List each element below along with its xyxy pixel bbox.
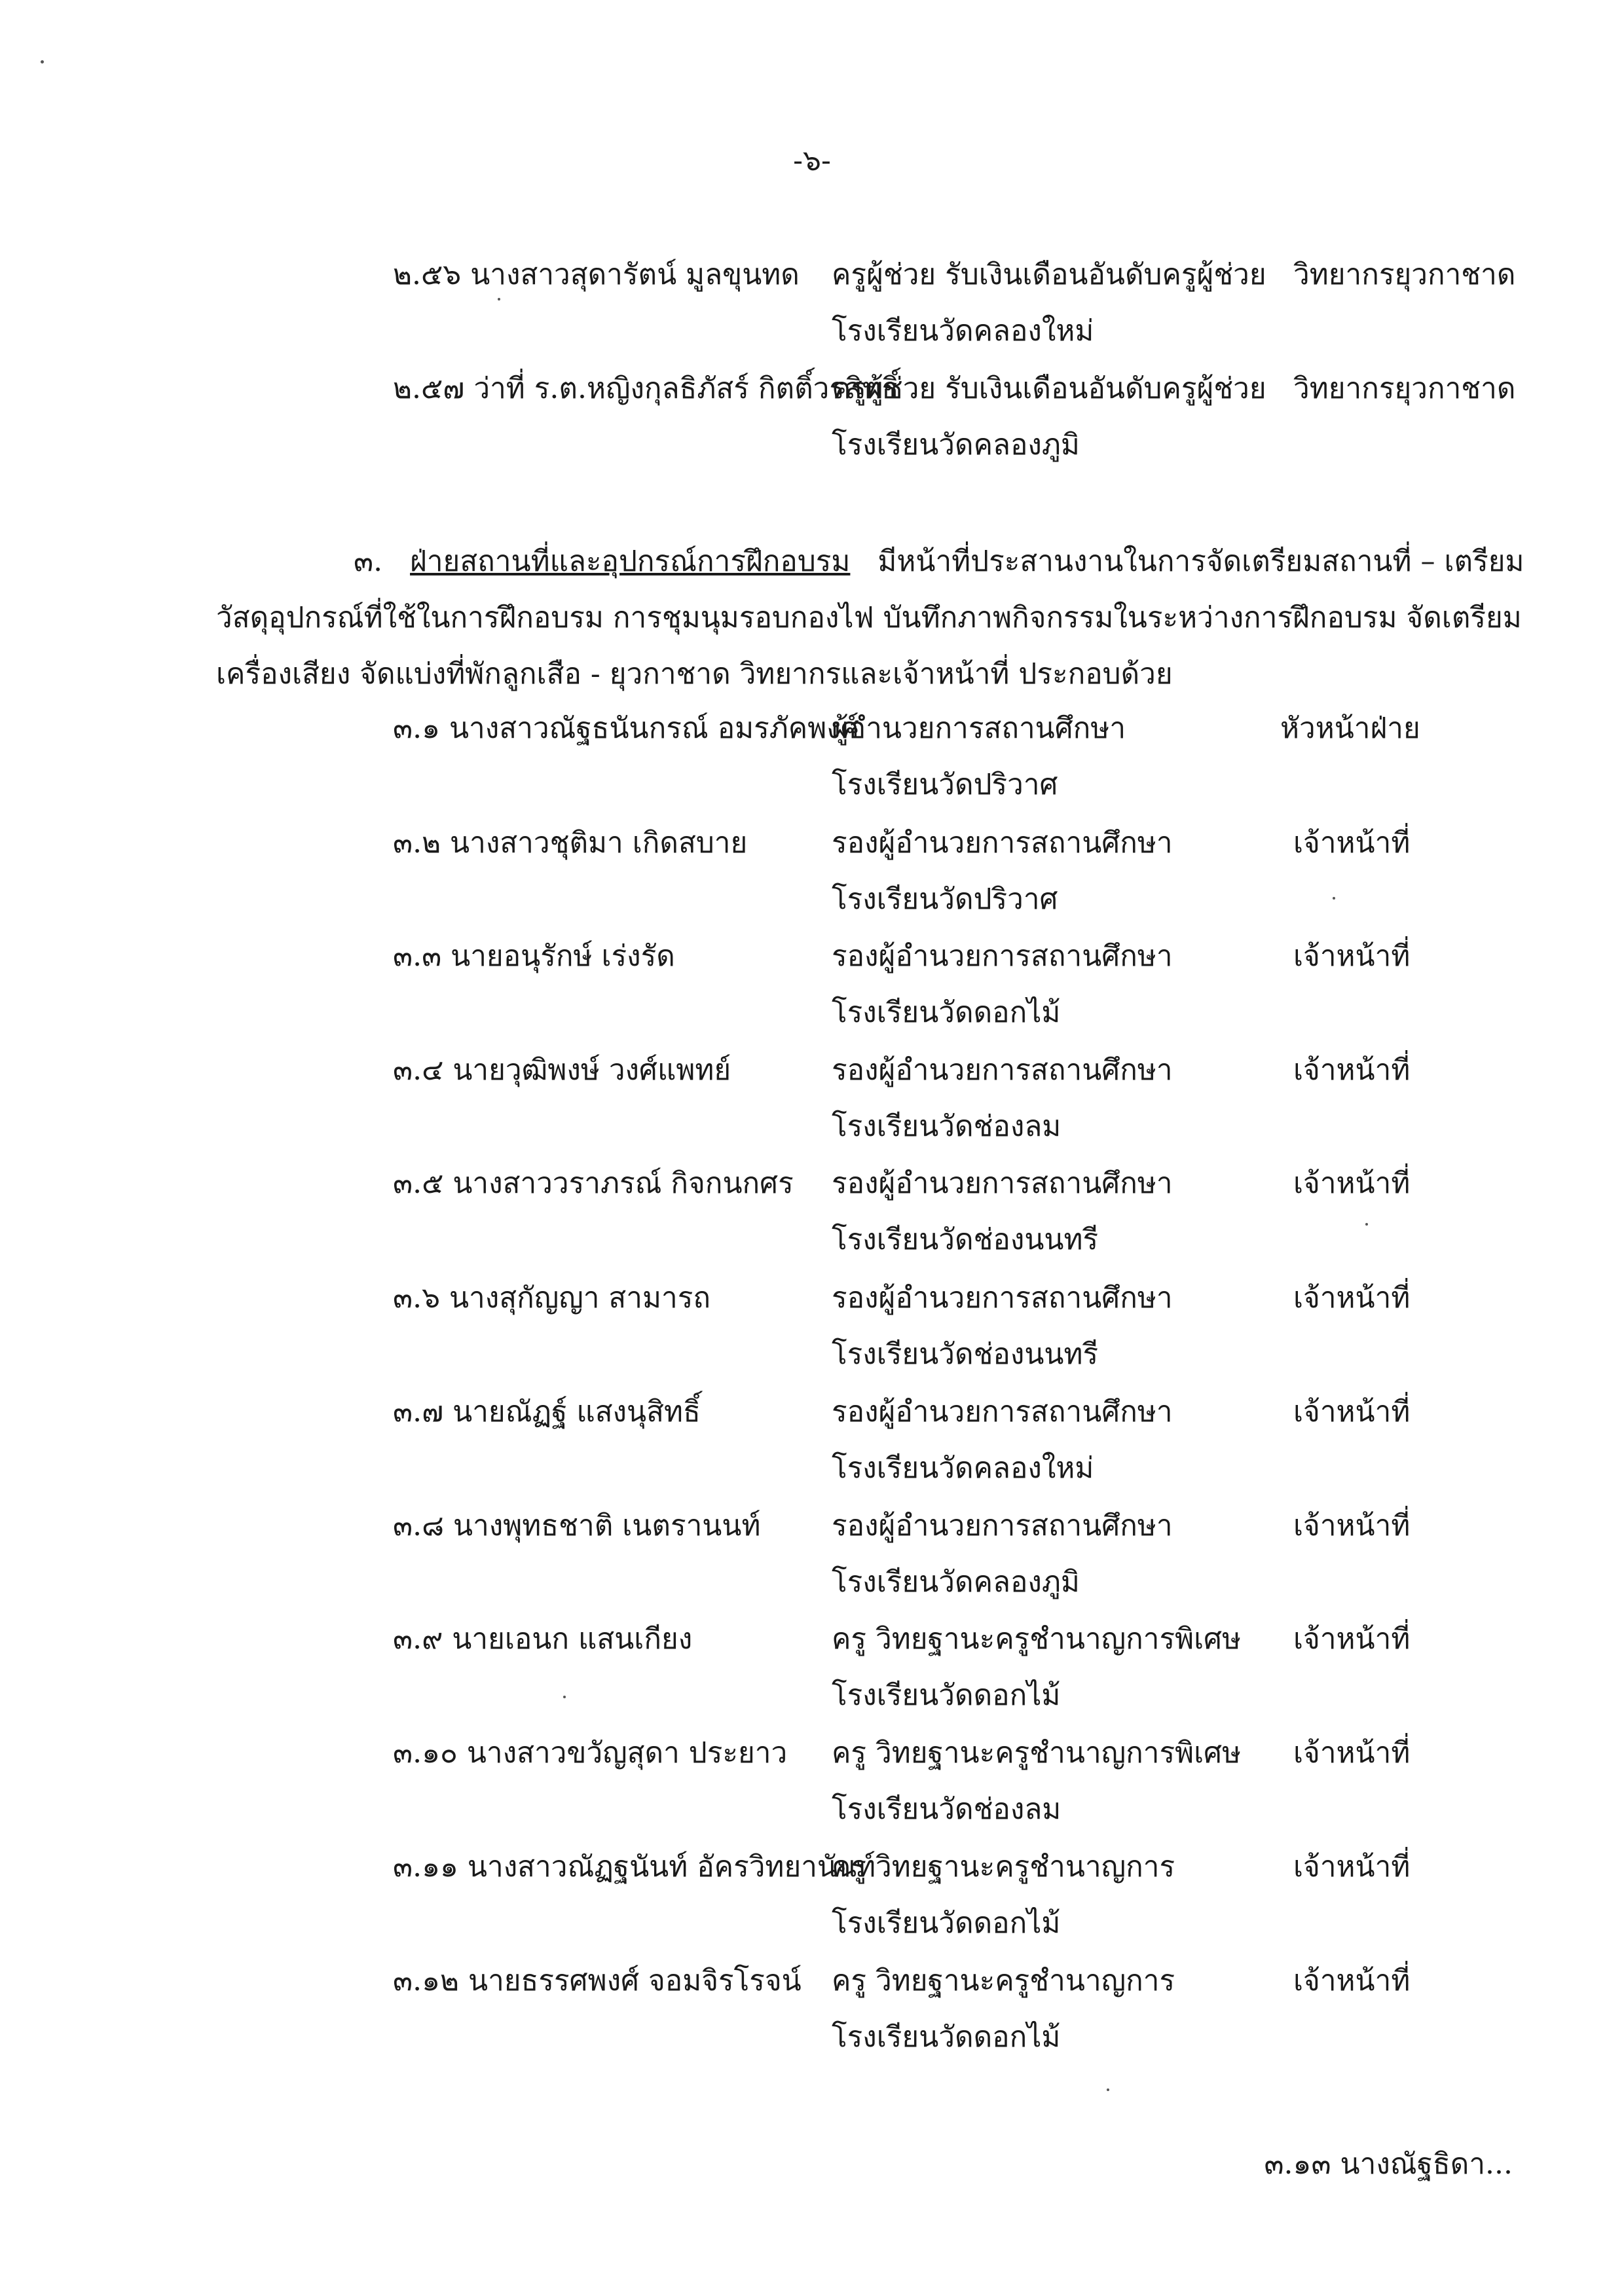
entry-school: โรงเรียนวัดช่องนนทรี — [832, 1338, 1099, 1371]
entry-num-name: ๓.๗ นายณัฏฐ์ แสงนุสิทธิ์ — [393, 1395, 701, 1429]
entry-position: รองผู้อำนวยการสถานศึกษา — [832, 826, 1173, 860]
section-line-1-text: มีหน้าที่ประสานงานในการจัดเตรียมสถานที่ – เตรียม — [877, 545, 1524, 578]
entry-role: เจ้าหน้าที่ — [1293, 1395, 1411, 1429]
entry-school: โรงเรียนวัดดอกไม้ — [832, 996, 1061, 1029]
entry-position: รองผู้อำนวยการสถานศึกษา — [832, 1509, 1173, 1542]
entry-position: ผู้อำนวยการสถานศึกษา — [832, 712, 1126, 745]
scan-speck — [1107, 2088, 1109, 2091]
entry-role: หัวหน้าฝ่าย — [1280, 712, 1420, 745]
entry-num-name: ๓.๖ นางสุกัญญา สามารถ — [393, 1281, 710, 1315]
entry-role: เจ้าหน้าที่ — [1293, 1622, 1411, 1656]
entry-role: เจ้าหน้าที่ — [1293, 1509, 1411, 1542]
entry-role: เจ้าหน้าที่ — [1293, 1281, 1411, 1315]
entry-position: ครูผู้ช่วย รับเงินเดือนอันดับครูผู้ช่วย — [832, 372, 1266, 405]
entry-school: โรงเรียนวัดดอกไม้ — [832, 1679, 1061, 1712]
entry-role: เจ้าหน้าที่ — [1293, 1053, 1411, 1087]
entry-position: รองผู้อำนวยการสถานศึกษา — [832, 1395, 1173, 1429]
entry-school: โรงเรียนวัดคลองภูมิ — [832, 428, 1080, 462]
entry-role: เจ้าหน้าที่ — [1293, 1736, 1411, 1770]
entry-school: โรงเรียนวัดปริวาศ — [832, 883, 1058, 916]
entry-position: รองผู้อำนวยการสถานศึกษา — [832, 1281, 1173, 1315]
entry-num-name: ๓.๓ นายอนุรักษ์ เร่งรัด — [393, 939, 675, 973]
entry-num-name: ๓.๑๐ นางสาวขวัญสุดา ประยาว — [393, 1736, 788, 1770]
entry-school: โรงเรียนวัดคลองภูมิ — [832, 1565, 1080, 1599]
entry-position: ครูผู้ช่วย รับเงินเดือนอันดับครูผู้ช่วย — [832, 258, 1266, 291]
entry-role: วิทยากรยุวกาชาด — [1293, 258, 1516, 291]
continuation-note: ๓.๑๓ นางณัฐธิดา... — [1264, 2147, 1513, 2181]
entry-position: ครู วิทยฐานะครูชำนาญการ — [832, 1850, 1175, 1884]
section-3-paragraph — [216, 534, 1524, 702]
section-heading: ฝ่ายสถานที่และอุปกรณ์การฝึกอบรม — [410, 545, 851, 578]
entry-role: เจ้าหน้าที่ — [1293, 826, 1411, 860]
entry-role: เจ้าหน้าที่ — [1293, 1850, 1411, 1884]
entry-num-name: ๓.๑ นางสาวณัฐธนันกรณ์ อมรภัคพงศ์ — [393, 712, 859, 745]
entry-position: รองผู้อำนวยการสถานศึกษา — [832, 939, 1173, 973]
entry-school: โรงเรียนวัดช่องลม — [832, 1110, 1061, 1143]
section-3-line-3: เครื่องเสียง จัดแบ่งที่พักลูกเสือ - ยุวกาชาด วิทยากรและเจ้าหน้าที่ ประกอบด้วย — [216, 657, 1173, 691]
entry-school: โรงเรียนวัดดอกไม้ — [832, 2020, 1061, 2054]
scan-speck — [1333, 897, 1335, 900]
entry-num-name: ๓.๘ นางพุทธชาติ เนตรานนท์ — [393, 1509, 761, 1542]
scan-speck — [563, 1696, 566, 1698]
scan-speck — [1365, 1223, 1368, 1226]
entry-position: รองผู้อำนวยการสถานศึกษา — [832, 1167, 1173, 1200]
entry-num-name: ๓.๙ นายเอนก แสนเกียง — [393, 1622, 693, 1656]
entry-role: วิทยากรยุวกาชาด — [1293, 372, 1516, 405]
scan-speck — [41, 60, 44, 64]
entry-school: โรงเรียนวัดช่องนนทรี — [832, 1223, 1099, 1256]
entry-role: เจ้าหน้าที่ — [1293, 939, 1411, 973]
entry-num-name: ๒.๕๖ นางสาวสุดารัตน์ มูลขุนทด — [393, 258, 800, 291]
entry-position: รองผู้อำนวยการสถานศึกษา — [832, 1053, 1173, 1087]
entry-role: เจ้าหน้าที่ — [1293, 1964, 1411, 1997]
section-3-line-1 — [216, 534, 1524, 590]
entry-role: เจ้าหน้าที่ — [1293, 1167, 1411, 1200]
entry-position: ครู วิทยฐานะครูชำนาญการพิเศษ — [832, 1622, 1242, 1656]
scan-speck — [498, 298, 500, 301]
entry-position: ครู วิทยฐานะครูชำนาญการ — [832, 1964, 1175, 1997]
entry-num-name: ๓.๒ นางสาวชุติมา เกิดสบาย — [393, 826, 748, 860]
entry-num-name: ๓.๑๒ นายธรรศพงศ์ จอมจิรโรจน์ — [393, 1964, 802, 1997]
entry-school: โรงเรียนวัดช่องลม — [832, 1793, 1061, 1826]
section-number: ๓. — [354, 545, 383, 578]
entry-num-name: ๓.๕ นางสาววราภรณ์ กิจกนกศร — [393, 1167, 794, 1200]
section-3-line-2: วัสดุอุปกรณ์ที่ใช้ในการฝึกอบรม การชุมนุมรอบกองไฟ บันทึกภาพกิจกรรมในระหว่างการฝึกอบรม จัดเตรียม — [216, 601, 1522, 634]
entry-school: โรงเรียนวัดปริวาศ — [832, 768, 1058, 801]
entry-num-name: ๒.๕๗ ว่าที่ ร.ต.หญิงกุลธิภัสร์ กิตติ์วรสิทธิ์ — [393, 372, 899, 405]
entry-school: โรงเรียนวัดคลองใหม่ — [832, 314, 1094, 348]
entry-num-name: ๓.๔ นายวุฒิพงษ์ วงศ์แพทย์ — [393, 1053, 731, 1087]
entry-num-name: ๓.๑๑ นางสาวณัฏฐนันท์ อัครวิทยานันท์ — [393, 1850, 876, 1884]
entry-school: โรงเรียนวัดคลองใหม่ — [832, 1451, 1094, 1485]
entry-position: ครู วิทยฐานะครูชำนาญการพิเศษ — [832, 1736, 1242, 1770]
entry-school: โรงเรียนวัดดอกไม้ — [832, 1906, 1061, 1940]
page-number: -๖- — [793, 144, 831, 177]
